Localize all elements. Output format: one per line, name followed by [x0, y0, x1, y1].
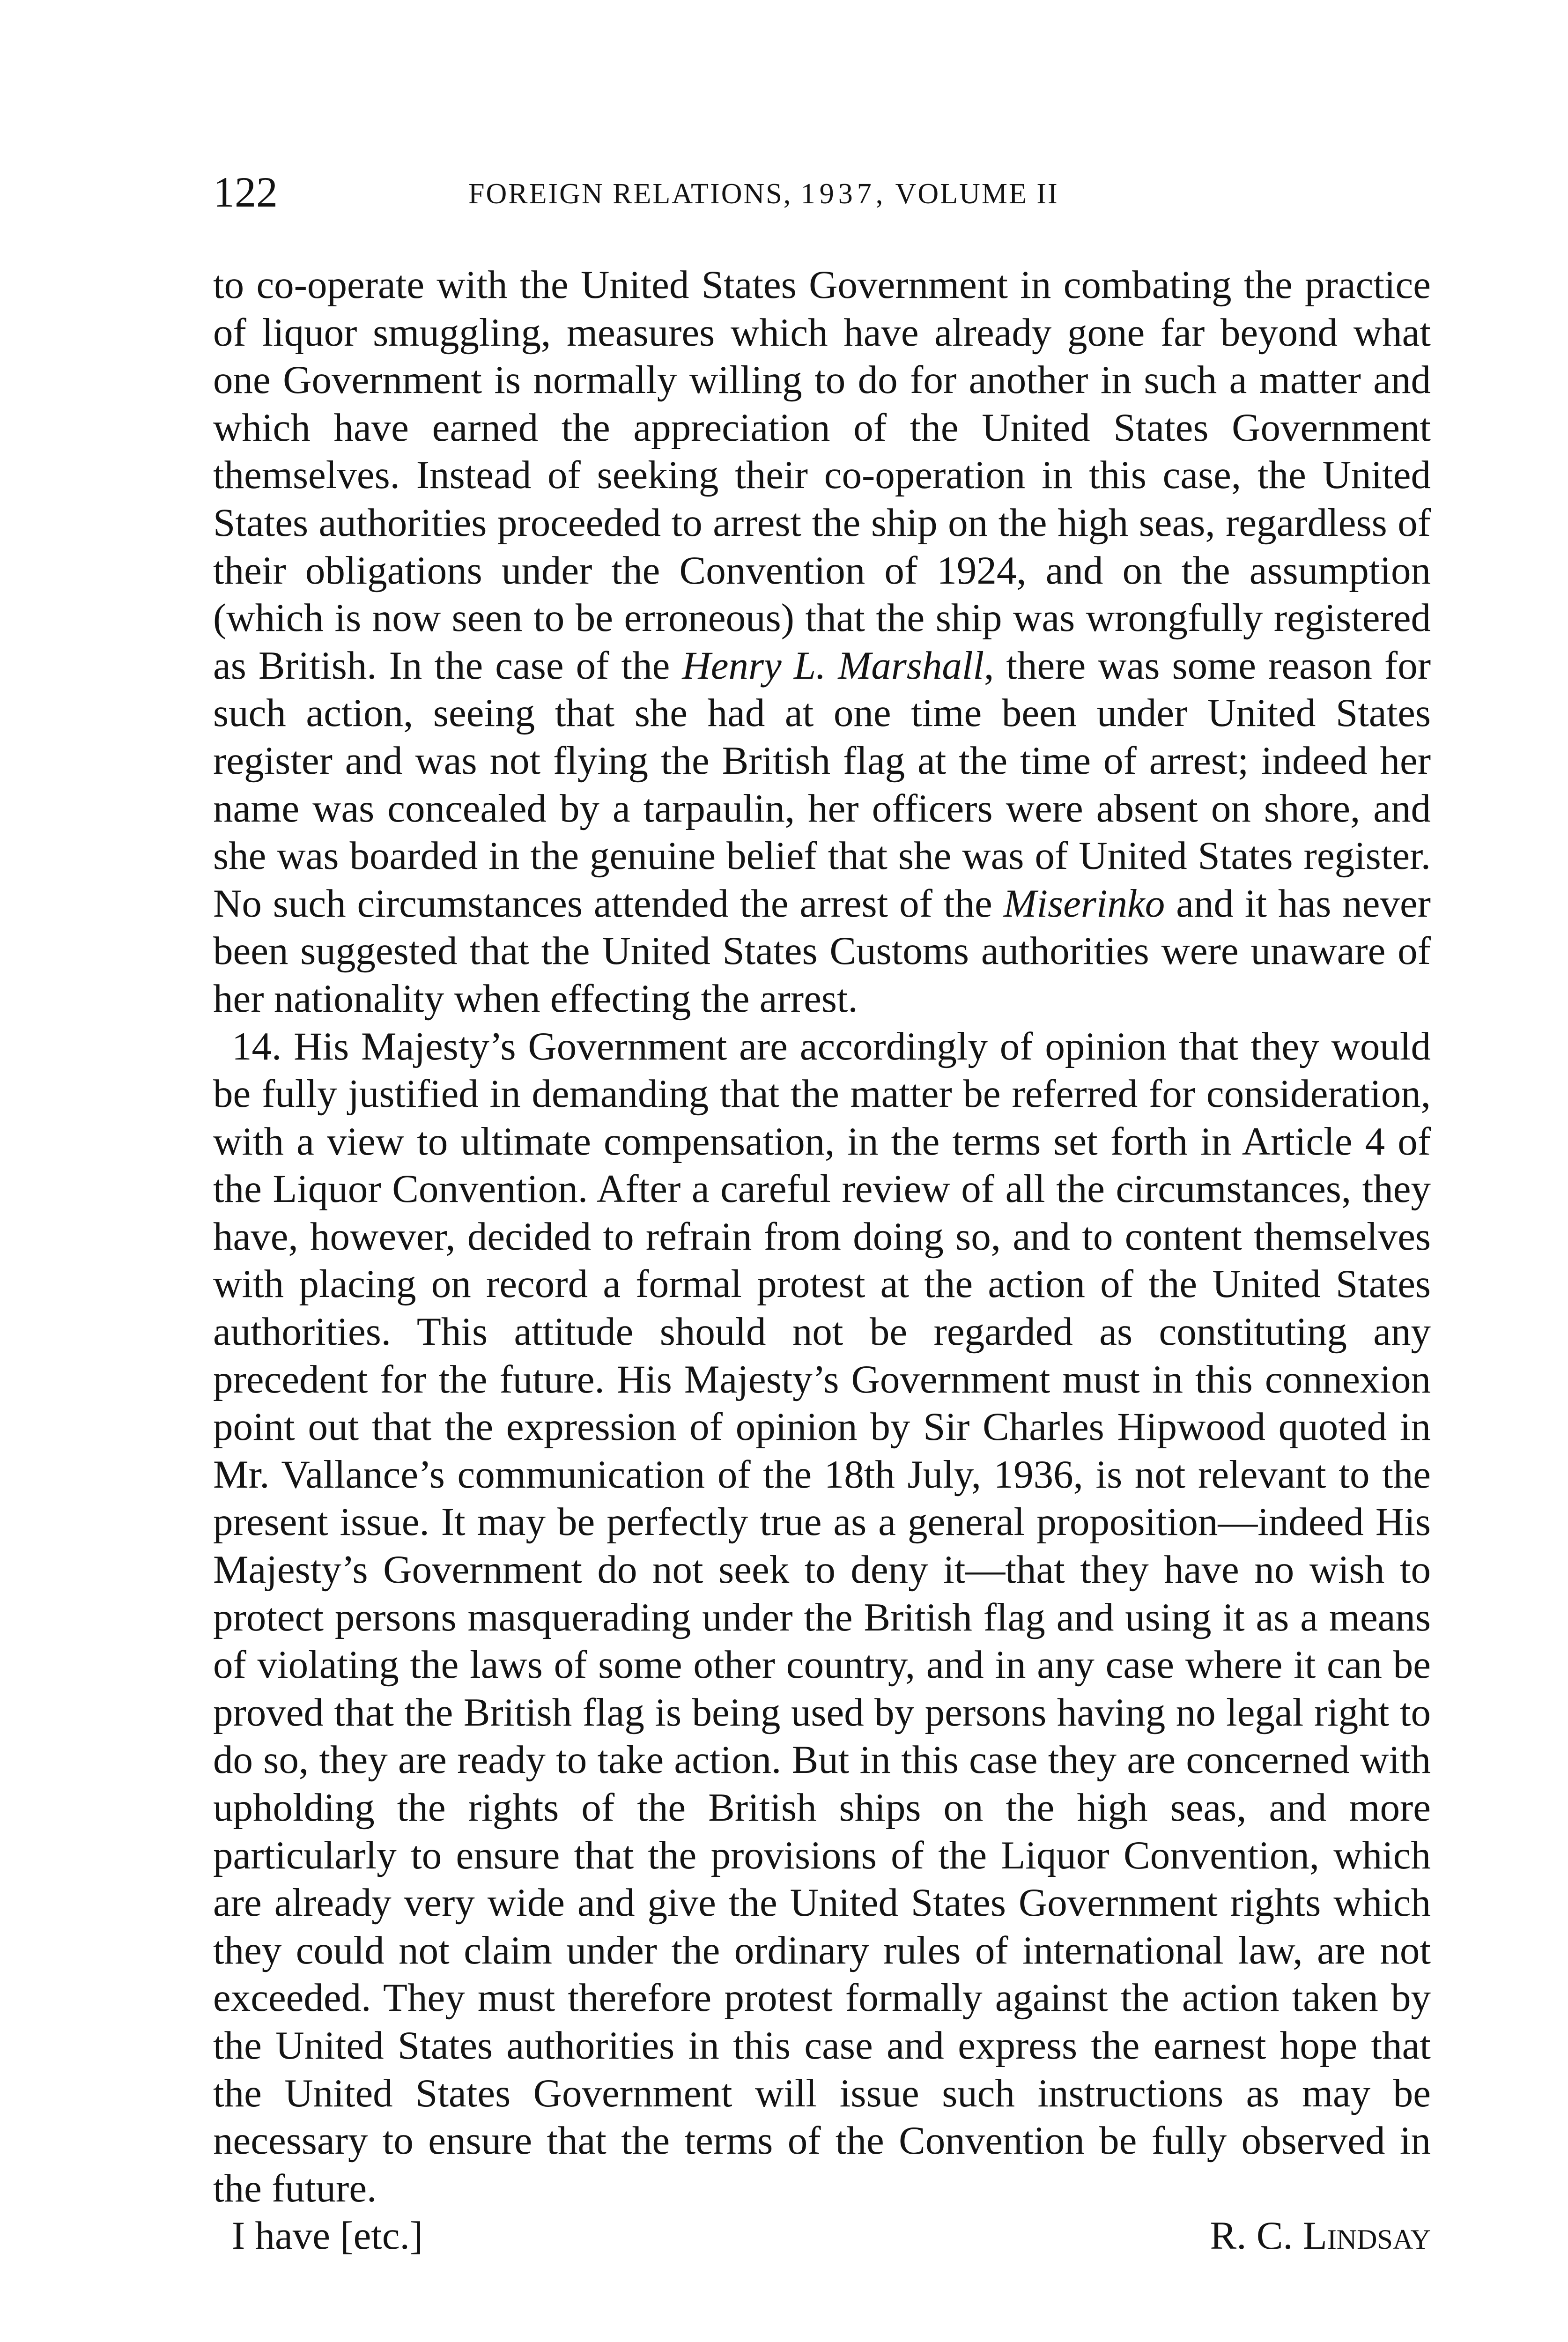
paragraph-1-text-b: , there was some reason for such action, seeing that she had at one time been under United States register and was not flying the British flag at the time of arrest; indeed her name was concealed by a tarpaulin, her officers were absent on shore, and she was boarded in the genuine belief that she was of United States register. No such circumstances attended the arrest of the	[213, 643, 1431, 926]
running-title-year: 1937,	[800, 178, 888, 210]
signature-name: Lindsay	[1302, 2214, 1431, 2258]
paragraph-14: 14. His Majesty’s Government are accordingly of opinion that they would be fully justified in demanding that the matter be referred for consideration, with a view to ultimate compensation, in the terms set forth in Article 4 of the Liquor Convention. After a careful review of all the circumstances, they have, however, decided to refrain from doing so, and to content themselves with placing on record a formal protest at the action of the United States authorities. This attitude should not be regarded as constituting any precedent for the future. His Majesty’s Government must in this connexion point out that the expression of opinion by Sir Charles Hipwood quoted in Mr. Vallance’s communication of the 18th July, 1936, is not relevant to the present issue. It may be perfectly true as a general proposition—indeed His Majesty’s Government do not seek to deny it—that they have no wish to protect persons masquerading under the British flag and using it as a means of violating the laws of some other country, and in any case where it can be proved that the British flag is being used by persons having no legal right to do so, they are ready to take action. But in this case they are concerned with upholding the rights of the British ships on the high seas, and more particularly to ensure that the provisions of the Liquor Convention, which are already very wide and give the United States Government rights which they could not claim under the ordinary rules of international law, are not exceeded. They must therefore protest formally against the action taken by the United States authorities in this case and express the earnest hope that the United States Government will issue such instructions as may be necessary to ensure that the terms of the Convention be fully observed in the future.	[213, 1024, 1431, 2210]
document-page	[213, 168, 1431, 2258]
page-number: 122	[213, 168, 278, 216]
ship-name-henry-l-marshall: Henry L. Marshall	[682, 643, 984, 688]
paragraph-1-text-c: and it has never been suggested that the United States Customs authorities were unaware of her nationality when effecting the arrest.	[213, 881, 1431, 1021]
signature-initials: R. C.	[1210, 2214, 1303, 2258]
closing-formula: I have [etc.]	[232, 2214, 423, 2258]
running-title-text: FOREIGN RELATIONS,	[468, 178, 792, 210]
page-header	[213, 169, 1431, 225]
running-title	[468, 175, 1059, 213]
running-title-volume: VOLUME II	[895, 178, 1059, 210]
paragraph-continuation	[213, 261, 1431, 1023]
paragraph-1-text-a: to co-operate with the United States Government in combating the practice of liquor smuggling, measures which have already gone far beyond what one Government is normally willing to do for another in such a matter and which have earned the appreciation of the United States Government themselves. Instead of seeking their co-operation in this case, the United States authorities proceeded to arrest the ship on the high seas, regardless of their obligations under the Convention of 1924, and on the assumption (which is now seen to be erroneous) that the ship was wrongfully registered as British. In the case of the	[213, 263, 1431, 688]
signature	[1210, 2212, 1431, 2260]
ship-name-miserinko: Miserinko	[1003, 881, 1165, 926]
letter-closing	[213, 2212, 1431, 2260]
document-body	[213, 261, 1431, 2260]
